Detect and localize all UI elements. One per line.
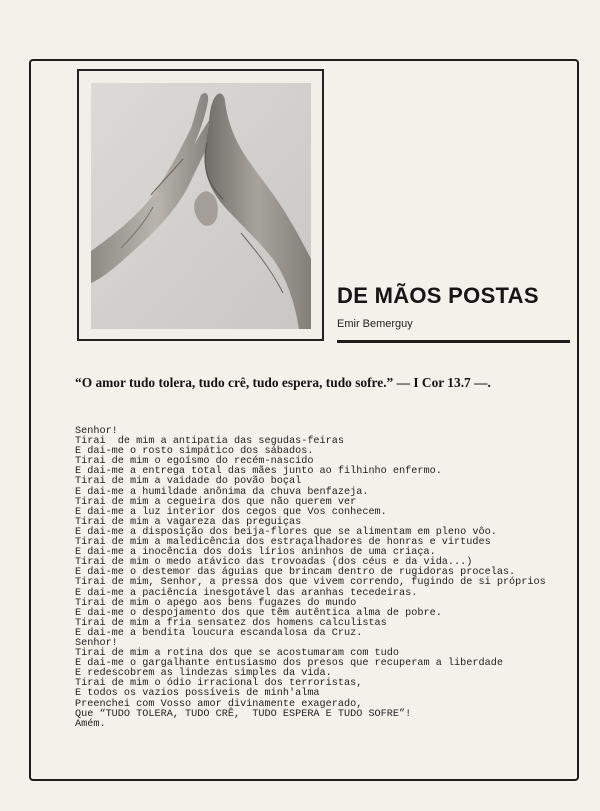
poem-line: Tirai de mim o ódio irracional dos terroristas, (75, 678, 363, 690)
poem-line: E dai-me a inocência dos dois lírios aninhos de uma criaça. (75, 547, 436, 559)
poem-line: E todos os vazios possíveis de minh'alma (75, 688, 320, 700)
poem-line: E redescobrem as lindezas simples da vida. (75, 668, 332, 680)
poem-line: Tirai de mim a maledicência dos estraçalhadores de honras e virtudes (75, 537, 491, 549)
poem-line: Tirai de mim a antipatia das segudas-feiras (75, 436, 344, 448)
poem-line: Senhor! (75, 426, 118, 437)
poem-line: Tirai de mim a fria sensatez dos homens calculistas (75, 617, 387, 629)
poem-line: Preenchei com Vosso amor divinamente exagerado, (75, 698, 363, 710)
poem-line: Tirai de mim a vaidade do povão boçal (75, 476, 302, 488)
poem-line: Tirai de mim a vagareza das preguiças (75, 516, 302, 528)
poem-line: Tirai de mim a rotina dos que se acostumaram com tudo (75, 648, 400, 660)
poem-line: E dai-me o gargalhante entusiasmo dos presos que recuperam a liberdade (75, 658, 503, 670)
hands-illustration (91, 83, 311, 329)
poem-line: Tirai de mim o apego aos bens fugazes do mundo (75, 597, 357, 609)
poem-line: E dai-me a entrega total das mães junto ao filhinho enfermo. (75, 466, 442, 478)
poem-line: E dai-me o destemor das águias que brincam dentro de rugidoras procelas. (75, 567, 516, 579)
poem-line: E dai-me a luz interior dos cegos que Vos conhecem. (75, 506, 387, 518)
photo-image (91, 83, 311, 329)
praying-hands-photo (77, 69, 324, 341)
poem-line: E dai-me o rosto simpático dos sábados. (75, 446, 314, 458)
poem-line: E dai-me o despojamento dos que têm autêntica alma de pobre. (75, 607, 442, 619)
poem-line: Tirai de mim, Senhor, a pressa dos que vivem correndo, fugindo de si próprios (75, 577, 546, 589)
poem-line: Senhor! (75, 637, 118, 649)
title-underline (337, 340, 570, 343)
poem-line: Amém. (75, 718, 106, 730)
poem-line: Tirai de mim a cegueira dos que não querem ver (75, 496, 357, 508)
bible-quote: “O amor tudo tolera, tudo crê, tudo espera, tudo sofre.” — I Cor 13.7 —. (75, 375, 491, 390)
poem-line: E dai-me a paciência inesgotável das aranhas tecedeiras. (75, 587, 418, 599)
poem-line: E dai-me a disposição dos beija-flores que se alimentam em pleno vôo. (75, 526, 497, 538)
poem-line: E dai-me a bendita loucura escandalosa da Cruz. (75, 627, 363, 639)
page-title: DE MÃOS POSTAS (337, 283, 539, 308)
author-name: Emir Bemerguy (337, 318, 413, 330)
poem-line: Tirai de mim o medo atávico das trovoadas (dos céus e da vida...) (75, 557, 473, 569)
poem-line: Tirai de mim o egoísmo do recém-nascido (75, 456, 314, 468)
poem-line: Que “TUDO TOLERA, TUDO CRÊ, TUDO ESPERA E TUDO SOFRE”! (75, 708, 412, 720)
poem-body (75, 427, 546, 730)
poem-line: E dai-me a humildade anônima da chuva benfazeja. (75, 486, 369, 498)
